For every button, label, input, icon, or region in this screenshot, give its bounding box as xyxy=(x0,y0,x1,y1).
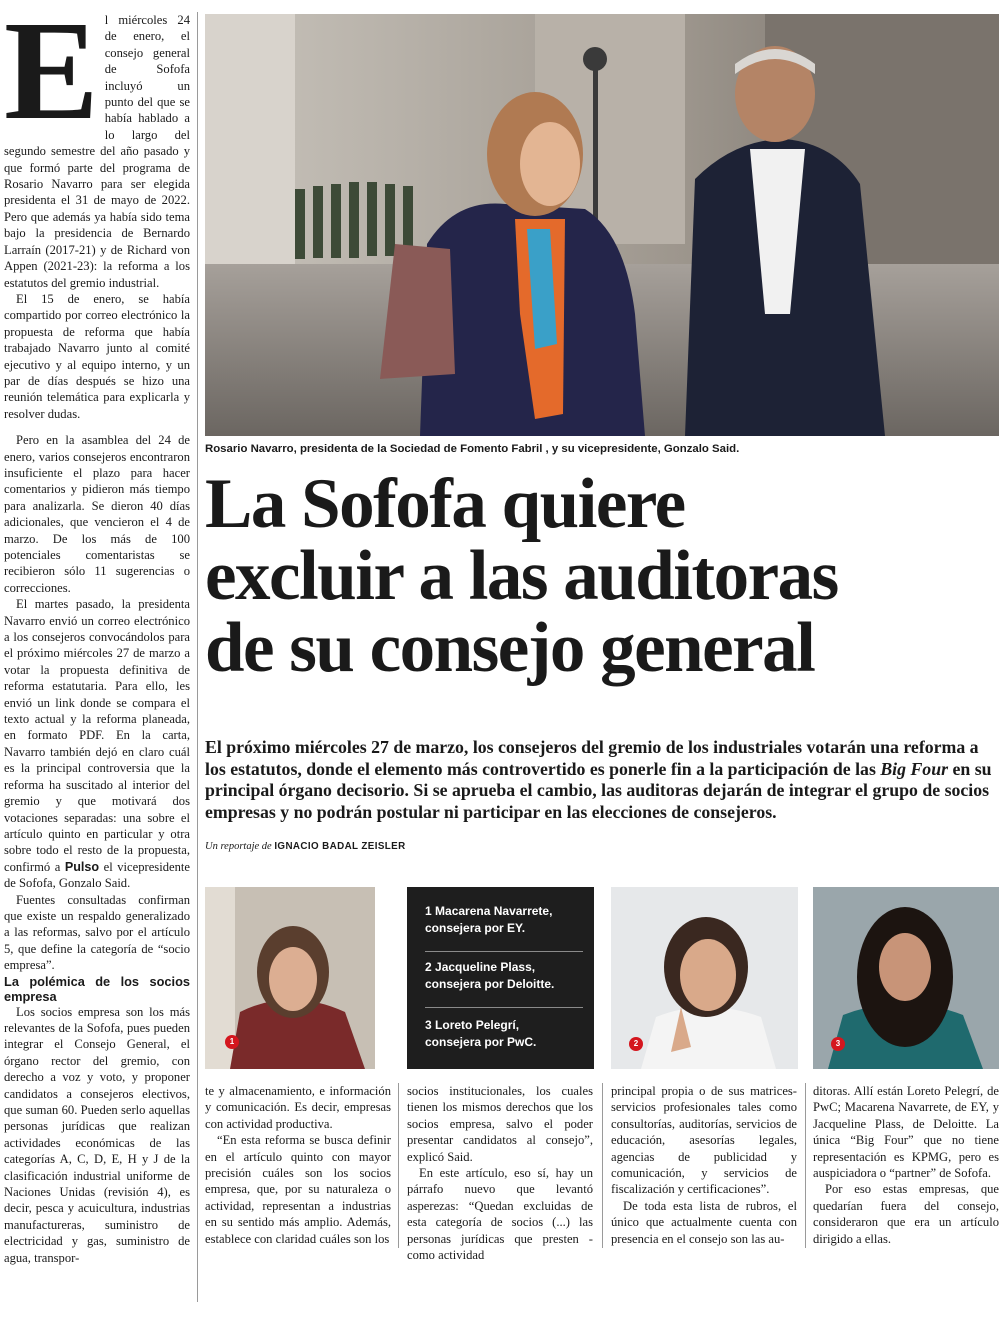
headline-line: La Sofofa quiere xyxy=(205,465,685,543)
headline xyxy=(205,465,995,687)
paragraph: te y almacenamiento, e información y comunicación. Es decir, empresas con actividad productiva. xyxy=(205,1084,391,1131)
lead-italic: Big Four xyxy=(880,758,949,779)
column-divider xyxy=(805,1083,806,1248)
paragraph: Fuentes consultadas confirman que existe un respaldo generalizado a las reformas, salvo por el artículo 5, que define la categoría de “socio empresa”. xyxy=(4,892,190,973)
brand-name: Pulso xyxy=(64,859,100,874)
paragraph: El 15 de enero, se había compartido por correo electrónico la propuesta de reforma que había trabajado Navarro junto al comité ejecutivo y al equipo interno, y un par de días después se hizo una reunión telemática para explicarla y resolver dudas. xyxy=(4,291,190,421)
info-box-divider xyxy=(425,951,583,952)
portrait-photo-1 xyxy=(205,887,375,1069)
portrait-badge: 3 xyxy=(831,1037,845,1051)
item-text: Jacqueline Plass, consejera por Deloitte. xyxy=(425,960,555,991)
paragraph xyxy=(4,596,190,891)
lead-text: El próximo miércoles 27 de marzo, los consejeros del gremio de los industriales votarán una reforma a los estatutos, donde el elemento más controvertido es ponerle fin a la participación de las xyxy=(205,737,979,779)
byline-prefix: Un reportaje de xyxy=(205,841,272,852)
paragraph: l miércoles 24 de enero, el consejo general de Sofofa incluyó un punto del que se había hablado a lo largo del segundo semestre del año pasado y que formó parte del programa de Rosario Navarro para ser elegida presidenta el 31 de mayo de 2022. Pero que además ya había sido tema bajo la presidencia de Bernardo Larraín (2017-21) y de Richard von Appen (2021-23): la reforma a los estatutos del gremio industrial. xyxy=(4,13,190,290)
portrait-photo-2 xyxy=(611,887,798,1069)
paragraph: ditoras. Allí están Loreto Pelegrí, de PwC; Macarena Navarrete, de EY, y Jacqueline Plass, de Deloitte. La única “Big Four” que no tiene representación es KPMG, pero es auspiciadora o “partner” de Sofofa. xyxy=(813,1084,999,1181)
paragraph: socios institucionales, los cuales tienen los mismos derechos que los socios empresa, salvo el poder presentar candidatos al consejo”, explicó Said. xyxy=(407,1084,593,1164)
photo-caption: Rosario Navarro, presidenta de la Sociedad de Fomento Fabril , y su vicepresidente, Gonzalo Said. xyxy=(205,443,740,455)
paragraph: En este artículo, eso sí, hay un párrafo nuevo que levantó asperezas: “Quedan excluidas de esta categoría de socios (...) las personas jurídicas que presten -como actividad xyxy=(407,1166,593,1263)
item-number: 2 xyxy=(425,960,432,974)
column-divider xyxy=(398,1083,399,1248)
paragraph: De toda esta lista de rubros, el único que actualmente cuenta con presencia en el consejo son las au- xyxy=(611,1198,797,1246)
portrait-photo-3 xyxy=(813,887,999,1069)
lead-paragraph xyxy=(205,737,995,823)
bottom-column-1 xyxy=(205,1083,391,1247)
item-text: Macarena Navarrete, consejera por EY. xyxy=(425,904,553,935)
left-article-column xyxy=(4,0,190,1266)
paragraph-text: El martes pasado, la presidenta Navarro envió un correo electrónico a los consejeros convocándolos para el próximo miércoles 27 de marzo a votar la propuesta definitiva de reforma estatutaria. Para ello, les envió un link donde se compara el texto actual y la reforma planeada, en formato PDF. En la carta, Navarro también dejó en claro cuál es la principal controversia que la reforma ha suscitado al interior del gremio y que motivará dos votaciones separadas: una sobre el artículo quinto en particular y otra sobre todo el resto de la propuesta, confirmó a xyxy=(4,597,190,874)
paragraph: Pero en la asamblea del 24 de enero, varios consejeros encontraron insuficiente el plazo para hacer comentarios y pidieron más tiempo para analizarla. Se dieron 40 días adicionales, que vencieron el 4 de marzo. De los más de 100 potenciales comentaristas se recibieron sólo 11 sugerencias o correcciones. xyxy=(4,433,190,595)
section-subhead: La polémica de los socios empresa xyxy=(4,973,190,1004)
headline-line: de su consejo general xyxy=(205,609,815,687)
lead-text: en su principal órgano decisorio. Si se aprueba el cambio, las auditoras dejarán de integrar el grupo de socios empresas y no podrán postular ni participar en las elecciones de consejeros. xyxy=(205,758,992,822)
paragraph: Por eso estas empresas, que quedarían fuera del consejo, consideraron que era un artículo dirigido a ellas. xyxy=(813,1182,999,1246)
photo-illustration xyxy=(205,14,999,436)
info-box-item xyxy=(425,1017,577,1050)
info-box-item xyxy=(425,903,577,936)
paragraph-text: el vicepresidente de Sofofa, Gonzalo Said. xyxy=(4,859,190,891)
column-divider xyxy=(197,12,198,1302)
column-divider xyxy=(602,1083,603,1248)
headline-line: excluir a las auditoras xyxy=(205,537,838,615)
bottom-column-4 xyxy=(813,1083,999,1247)
portrait-badge: 1 xyxy=(225,1035,239,1049)
paragraph: Los socios empresa son los más relevantes de la Sofofa, pues pueden integrar el Consejo General, el órgano rector del gremio, con derecho a voz y voto, y proponer candidatos a consejeros electivos, que suman 60. Pueden serlo aquellas personas jurídicas que realizan actividades económicas de las categorías A, C, D, E, H y J de la clasificación industrial uniforme de Naciones Unidas (revisión 4), es decir, pesca y acuicultura, industrias manufactureras, suministro de electricidad y gas, suministro de agua, transpor- xyxy=(4,1004,190,1265)
drop-cap: E xyxy=(4,0,99,149)
info-box-item xyxy=(425,959,577,992)
info-box xyxy=(407,887,594,1069)
item-text: Loreto Pelegrí, consejera por PwC. xyxy=(425,1018,537,1049)
bottom-column-2 xyxy=(407,1083,593,1263)
item-number: 1 xyxy=(425,904,432,918)
byline xyxy=(205,841,406,852)
paragraph: “En esta reforma se busca definir en el artículo quinto con mayor precisión cuáles son los socios empresa, que, por su naturaleza o actividad, representan a industrias en su sentido más amplio. Además, establece con claridad cuáles son los xyxy=(205,1133,391,1246)
byline-author: IGNACIO BADAL ZEISLER xyxy=(274,841,406,852)
paragraph: principal propia o de sus matrices- servicios profesionales tales como consultorías, auditorías, servicios de educación, asesorías legales, agencias de publicidad y comunicación, y servicios de fiscalización y certificaciones”. xyxy=(611,1084,797,1197)
main-photo xyxy=(205,14,999,436)
bottom-column-3 xyxy=(611,1083,797,1247)
item-number: 3 xyxy=(425,1018,432,1032)
portrait-badge: 2 xyxy=(629,1037,643,1051)
info-box-divider xyxy=(425,1007,583,1008)
